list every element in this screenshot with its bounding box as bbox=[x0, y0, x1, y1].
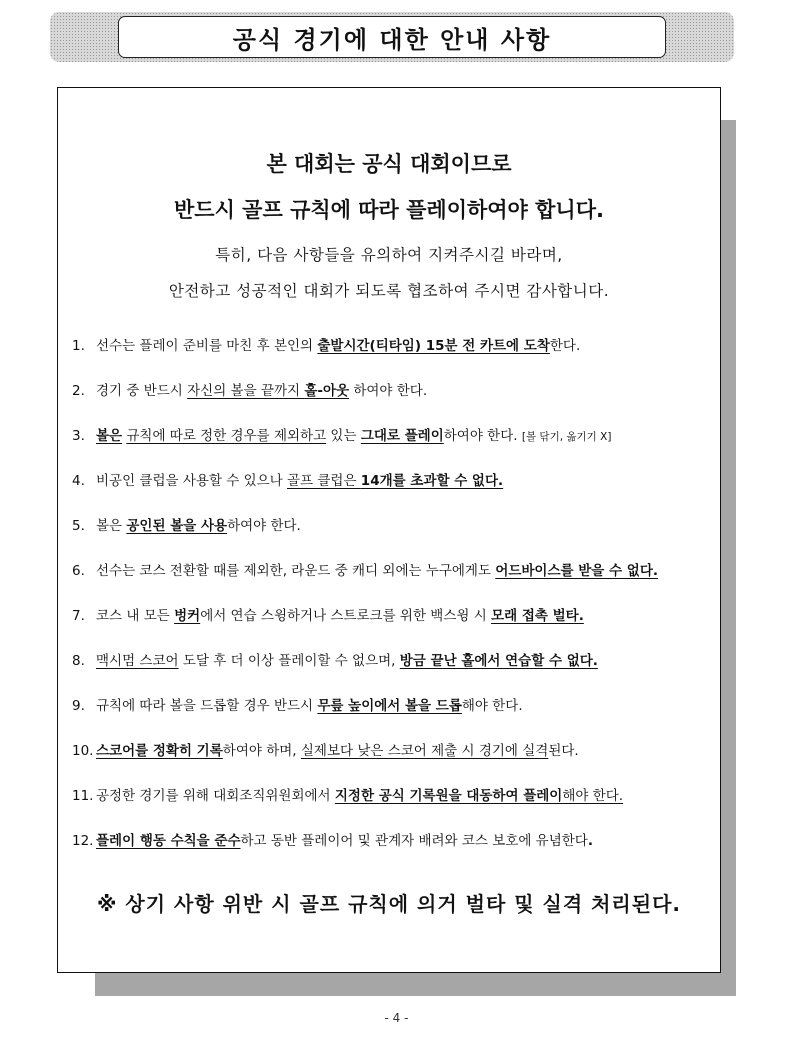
rule-text-segment: 규칙에 따로 정한 경우를 제외하고 bbox=[126, 428, 327, 444]
intro-line-3: 특히, 다음 사항들을 유의하여 지켜주시길 바라며, bbox=[215, 246, 563, 264]
rule-text-segment: 맥시멈 스코어 bbox=[96, 653, 179, 669]
page-title: 공식 경기에 대한 안내 사항 bbox=[118, 16, 666, 58]
rule-text-segment: 지정한 공식 기록원을 대동하여 플레이 bbox=[334, 788, 563, 804]
intro-line-1: 본 대회는 공식 대회이므로 bbox=[266, 152, 512, 176]
rule-number: 5. bbox=[72, 518, 85, 534]
rule-text-segment: 어드바이스를 받을 수 없다. bbox=[495, 563, 658, 579]
rule-number: 3. bbox=[72, 428, 85, 444]
rule-text-segment: 하고 동반 플레이어 및 관계자 배려와 코스 보호에 유념한다 bbox=[240, 833, 588, 849]
rule-text-segment: 해야 한다. bbox=[562, 788, 624, 804]
notice-panel bbox=[57, 87, 721, 973]
rule-item bbox=[72, 381, 712, 426]
rule-item bbox=[72, 471, 712, 516]
page-number: - 4 - bbox=[384, 1011, 409, 1025]
rule-text-segment: 방금 끝난 홀에서 연습할 수 없다. bbox=[399, 653, 598, 669]
rule-text-segment: 그대로 플레이 bbox=[360, 428, 444, 444]
rule-text-segment: 모래 접촉 벌타. bbox=[491, 608, 584, 624]
rule-text-segment: [볼 닦기, 옮기기 X] bbox=[521, 431, 612, 443]
rule-text-segment: 경기 중 반드시 bbox=[96, 383, 188, 399]
rule-number: 6. bbox=[72, 563, 85, 579]
rule-text-segment: 자신의 볼을 끝까지 bbox=[187, 383, 305, 399]
rule-text-segment: 하여야 하며, bbox=[222, 743, 301, 759]
rule-item bbox=[72, 336, 712, 381]
rule-text-segment: 벙커 bbox=[174, 608, 201, 624]
rules-list bbox=[72, 336, 712, 876]
rule-text-segment: 하여야 한다. bbox=[349, 383, 428, 399]
rule-item bbox=[72, 426, 712, 471]
rule-text-segment: 플레이 행동 수칙을 준수 bbox=[96, 833, 241, 849]
rule-text-segment: 공정한 경기를 위해 대회조직위원회에서 bbox=[96, 788, 335, 804]
rule-text-segment: 볼은 bbox=[96, 518, 127, 534]
rule-item bbox=[72, 516, 712, 561]
rule-text-segment: 공인된 볼을 사용 bbox=[126, 518, 228, 534]
rule-text-segment: 출발시간(티타임) 15분 전 카트에 도착 bbox=[317, 338, 550, 354]
rule-text-segment: 해야 한다. bbox=[461, 698, 523, 714]
rule-item bbox=[72, 696, 712, 741]
rule-text-segment: 한다. bbox=[549, 338, 581, 354]
rule-text-segment: . bbox=[587, 833, 593, 849]
rule-number: 1. bbox=[72, 338, 85, 354]
intro-line-2: 반드시 골프 규칙에 따라 플레이하여야 합니다. bbox=[174, 198, 604, 222]
rule-text-segment: 코스 내 모든 bbox=[96, 608, 175, 624]
rule-text-segment: 골프 클럽은 bbox=[287, 473, 361, 489]
rule-number: 4. bbox=[72, 473, 85, 489]
rule-number: 11. bbox=[72, 788, 94, 804]
rule-number: 9. bbox=[72, 698, 85, 714]
rule-text-segment: 선수는 플레이 준비를 마친 후 본인의 bbox=[96, 338, 318, 354]
rule-text-segment: 홀-아웃 bbox=[304, 383, 350, 399]
rule-text-segment: 비공인 클럽을 사용할 수 있으나 bbox=[96, 473, 287, 489]
rule-text-segment: 실제보다 낮은 스코어 제출 시 경기에 실격 bbox=[300, 743, 549, 759]
intro-line-4: 안전하고 성공적인 대회가 되도록 협조하여 주시면 감사합니다. bbox=[168, 282, 610, 300]
rule-text-segment: 있는 bbox=[326, 428, 361, 444]
rule-item bbox=[72, 561, 712, 606]
rule-item bbox=[72, 651, 712, 696]
rule-text-segment: 볼은 bbox=[96, 428, 123, 444]
rule-number: 7. bbox=[72, 608, 85, 624]
rule-text-segment: 선수는 코스 전환할 때를 제외한, 라운드 중 캐디 외에는 누구에게도 bbox=[96, 563, 496, 579]
warning-notice: ※ 상기 사항 위반 시 골프 규칙에 의거 벌타 및 실격 처리된다. bbox=[97, 892, 681, 916]
rule-number: 2. bbox=[72, 383, 85, 399]
rule-number: 8. bbox=[72, 653, 85, 669]
rule-number: 10. bbox=[72, 743, 94, 759]
rule-text-segment: 된다. bbox=[548, 743, 579, 759]
rule-text-segment: 도달 후 더 이상 플레이할 수 없으며, bbox=[178, 653, 400, 669]
rule-number: 12. bbox=[72, 833, 94, 849]
rule-text-segment: 하여야 한다. bbox=[227, 518, 301, 534]
rule-text-segment: 스코어를 정확히 기록 bbox=[96, 743, 223, 759]
rule-item bbox=[72, 786, 712, 831]
rule-item bbox=[72, 606, 712, 651]
rule-item bbox=[72, 741, 712, 786]
rule-item bbox=[72, 831, 712, 876]
rule-text-segment: 규칙에 따라 볼을 드롭할 경우 반드시 bbox=[96, 698, 318, 714]
rule-text-segment: 14개를 초과할 수 없다. bbox=[360, 473, 504, 489]
rule-text-segment: 무릎 높이에서 볼을 드롭 bbox=[317, 698, 462, 714]
rule-text-segment: 에서 연습 스윙하거나 스트로크를 위한 백스윙 시 bbox=[200, 608, 492, 624]
rule-text-segment: 하여야 한다. bbox=[443, 428, 522, 444]
